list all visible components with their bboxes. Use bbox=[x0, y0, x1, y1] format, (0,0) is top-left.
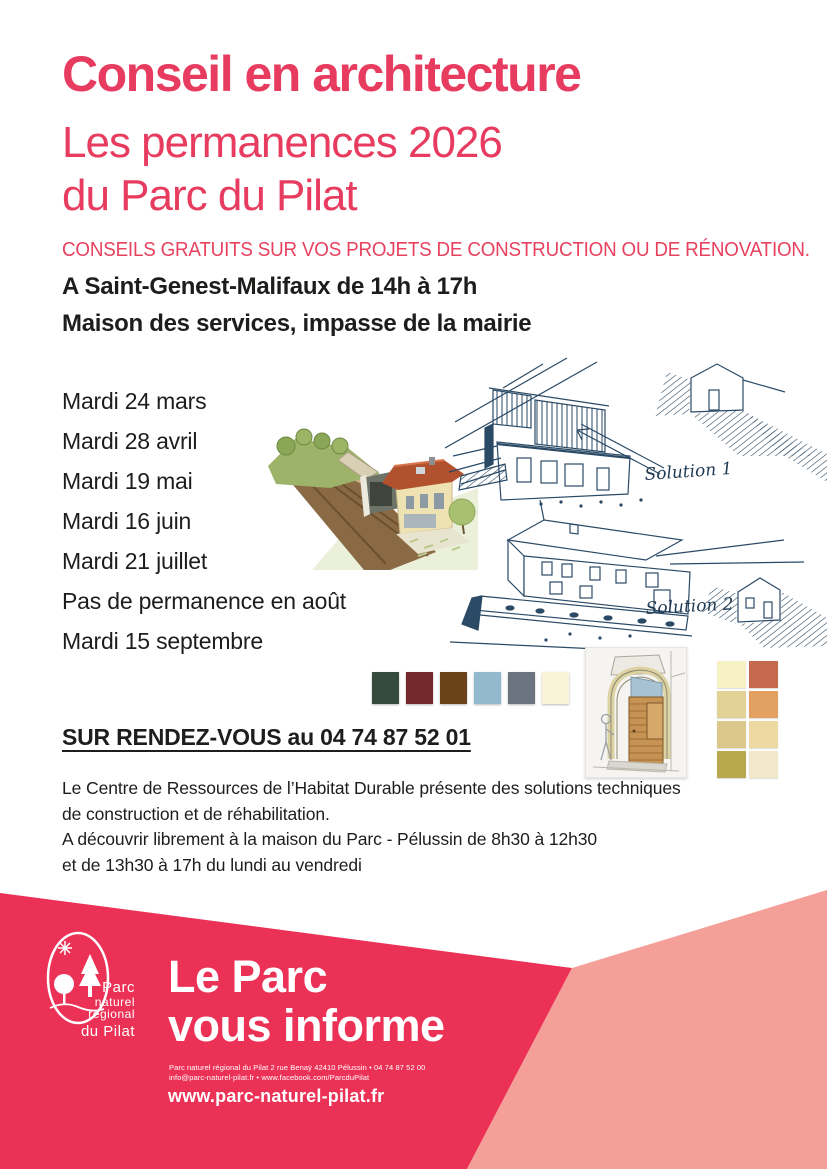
date-item: Mardi 24 mars bbox=[62, 388, 207, 414]
date-item: Mardi 28 avril bbox=[62, 428, 198, 454]
info-line-4: et de 13h30 à 17h du lundi au vendredi bbox=[62, 854, 362, 875]
date-item: Pas de permanence en août bbox=[62, 588, 346, 614]
logo-text-parc: Parc bbox=[102, 979, 135, 996]
info-line-1: Le Centre de Ressources de l’Habitat Durable présente des solutions techniques bbox=[62, 778, 681, 798]
material-swatch bbox=[542, 672, 569, 704]
poster-title: Conseil en architecture bbox=[62, 46, 581, 102]
logo-text-du-pilat: du Pilat bbox=[80, 1023, 135, 1040]
date-item: Mardi 16 juin bbox=[62, 508, 192, 534]
location-block bbox=[62, 268, 531, 342]
door-sketch-illustration bbox=[585, 647, 687, 778]
palette-swatch bbox=[749, 721, 778, 748]
footer bbox=[0, 888, 827, 1169]
material-swatches bbox=[372, 672, 569, 704]
snowflake-icon bbox=[58, 941, 72, 955]
info-paragraph bbox=[62, 776, 681, 878]
date-item: Mardi 21 juillet bbox=[62, 548, 208, 574]
date-item: Mardi 15 septembre bbox=[62, 628, 263, 654]
solution-1-label: Solution 1 bbox=[643, 458, 734, 485]
logo-text-regional: régional bbox=[88, 1007, 135, 1021]
palette-swatch bbox=[717, 751, 746, 778]
material-swatch bbox=[508, 672, 535, 704]
footer-website: www.parc-naturel-pilat.fr bbox=[168, 1086, 385, 1106]
material-swatch bbox=[474, 672, 501, 704]
location-line-2: Maison des services, impasse de la mairie bbox=[62, 310, 532, 337]
header bbox=[62, 44, 827, 262]
date-item: Mardi 19 mai bbox=[62, 468, 193, 494]
poster-subtitle bbox=[62, 116, 827, 222]
palette-swatch bbox=[749, 691, 778, 718]
footer-address-line-2: info@parc-naturel-pilat.fr • www.facebook.com/ParcduPilat bbox=[169, 1073, 370, 1082]
footer-address-line-1: Parc naturel régional du Pilat 2 rue Benaÿ 42410 Pélussin • 04 74 87 52 00 bbox=[169, 1063, 426, 1072]
logo-text-naturel: naturel bbox=[94, 995, 135, 1009]
palette-swatch bbox=[717, 691, 746, 718]
material-swatch bbox=[440, 672, 467, 704]
palette-swatch bbox=[717, 721, 746, 748]
footer-address bbox=[169, 1063, 425, 1083]
info-line-2: de construction et de réhabilitation. bbox=[62, 803, 330, 824]
sketch-solution-1 bbox=[445, 352, 827, 512]
palette-grid bbox=[717, 661, 778, 778]
footer-headline-line-1: Le Parc bbox=[168, 951, 328, 1002]
tagline: CONSEILS GRATUITS SUR VOS PROJETS DE CONSTRUCTION OU DE RÉNOVATION. bbox=[62, 239, 810, 261]
palette-swatch bbox=[717, 661, 746, 688]
solution-2-label: Solution 2 bbox=[645, 594, 735, 619]
subtitle-line-2: du Parc du Pilat bbox=[62, 171, 357, 220]
appointment-heading: SUR RENDEZ-VOUS au 04 74 87 52 01 bbox=[62, 724, 471, 750]
location-line-1: A Saint-Genest-Malifaux de 14h à 17h bbox=[62, 273, 478, 300]
material-swatch bbox=[406, 672, 433, 704]
sketch-solution-2 bbox=[450, 498, 827, 653]
info-line-3: A découvrir librement à la maison du Parc - Pélussin de 8h30 à 12h30 bbox=[62, 829, 598, 849]
palette-swatch bbox=[749, 751, 778, 778]
parc-du-pilat-logo bbox=[38, 914, 168, 1056]
material-swatch bbox=[372, 672, 399, 704]
footer-headline-line-2: vous informe bbox=[168, 1000, 445, 1051]
palette-swatch bbox=[749, 661, 778, 688]
subtitle-line-1: Les permanences 2026 bbox=[62, 118, 502, 167]
footer-headline bbox=[168, 952, 445, 1050]
